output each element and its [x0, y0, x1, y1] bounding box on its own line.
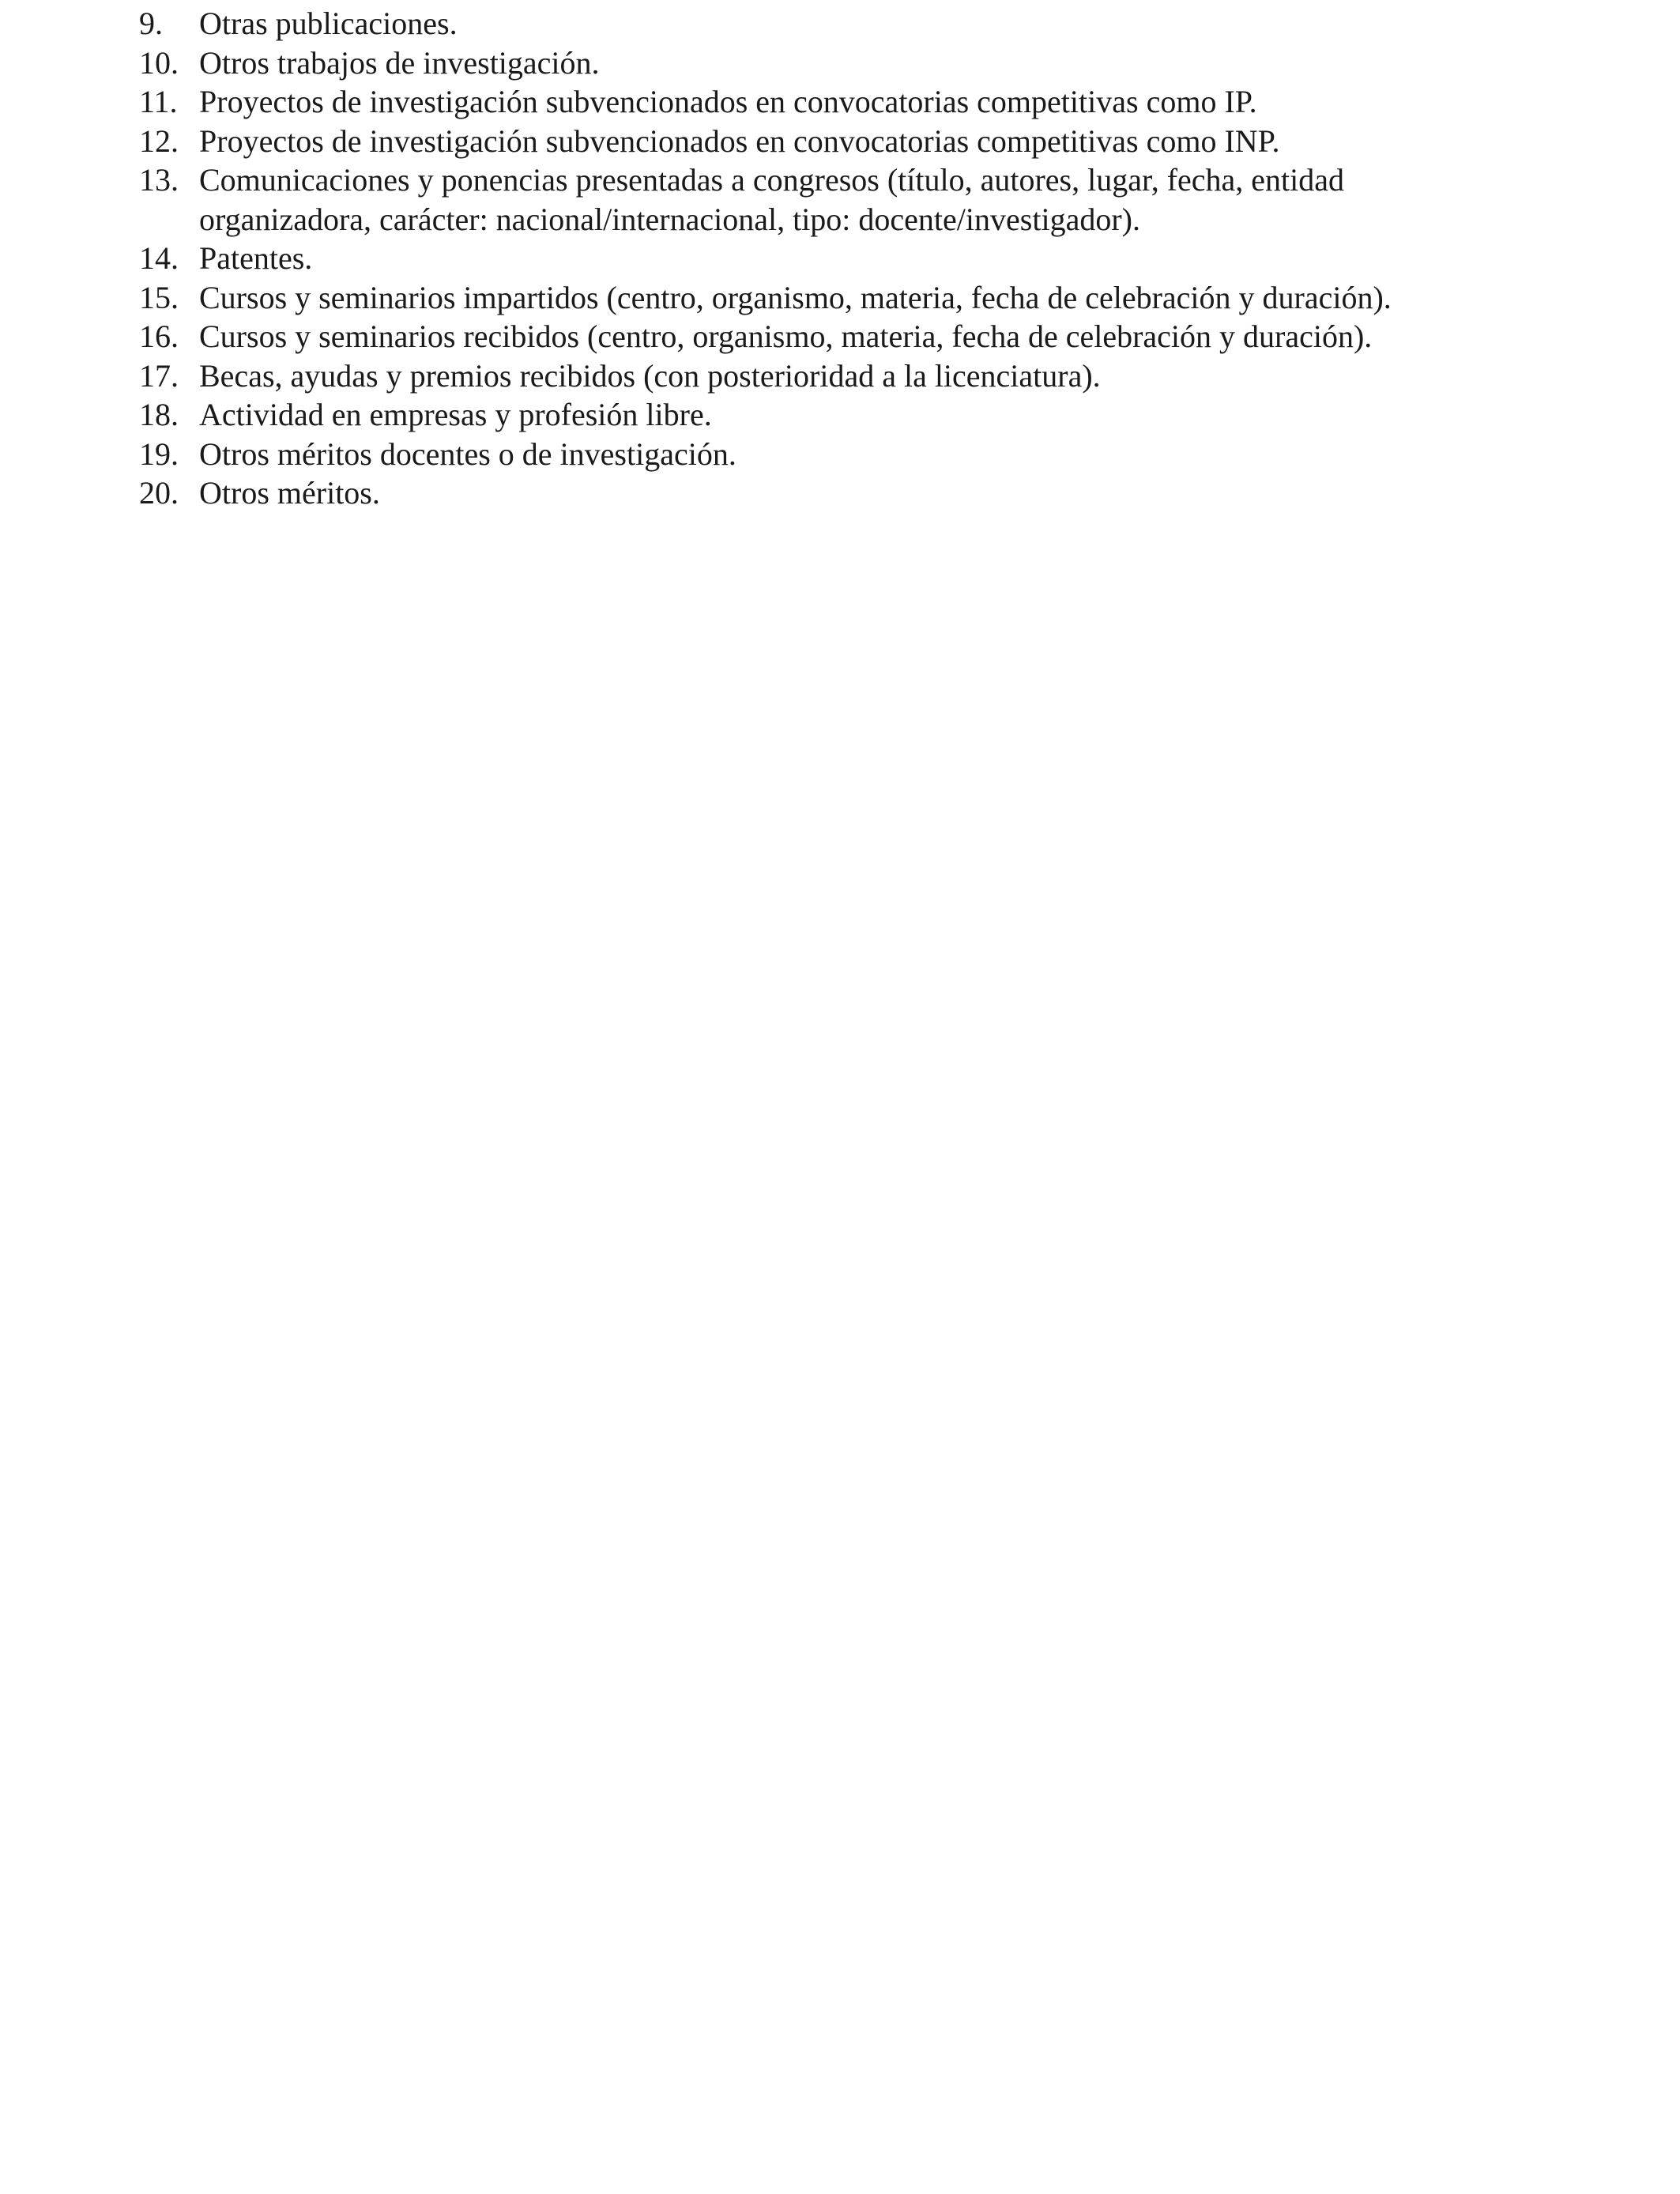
item-number: 9. — [139, 6, 163, 41]
item-text-line: Proyectos de investigación subvencionados en convocatorias competitivas como INP. — [199, 123, 1280, 159]
item-text — [199, 43, 1633, 83]
list-item — [139, 435, 1633, 474]
item-text — [199, 473, 1633, 513]
list-item — [139, 317, 1633, 356]
item-text — [199, 356, 1633, 396]
item-text — [199, 317, 1633, 356]
item-text — [199, 278, 1633, 318]
item-text-line: Cursos y seminarios impartidos (centro, organismo, materia, fecha de celebración y duración). — [199, 279, 1392, 315]
item-text-line: Patentes. — [199, 240, 313, 276]
item-number: 20. — [139, 475, 179, 511]
list-item — [139, 278, 1633, 318]
item-text-line: Comunicaciones y ponencias presentadas a congresos (título, autores, lugar, fecha, entidad — [199, 162, 1345, 198]
item-number: 11. — [139, 84, 178, 119]
item-text-line: Actividad en empresas y profesión libre. — [199, 397, 712, 432]
item-text-line: Cursos y seminarios recibidos (centro, organismo, materia, fecha de celebración y duración). — [199, 319, 1373, 354]
list-item — [139, 395, 1633, 435]
list-item — [139, 473, 1633, 513]
item-text — [199, 239, 1633, 278]
item-text-line: Otros trabajos de investigación. — [199, 44, 600, 81]
item-text — [199, 4, 1633, 43]
item-text — [199, 435, 1633, 474]
item-text — [199, 160, 1633, 239]
list-item — [139, 122, 1633, 161]
item-number: 14. — [139, 240, 179, 276]
item-text — [199, 82, 1633, 122]
item-text-line: Otros méritos. — [199, 475, 380, 511]
item-number: 13. — [139, 162, 179, 198]
list-item — [139, 160, 1633, 239]
item-text-line: Proyectos de investigación subvencionados en convocatorias competitivas como IP. — [199, 84, 1257, 119]
item-text-line: Otros méritos docentes o de investigación. — [199, 435, 736, 472]
item-number: 12. — [139, 123, 179, 159]
list-item — [139, 356, 1633, 396]
item-text — [199, 395, 1633, 435]
item-number: 15. — [139, 279, 179, 315]
list-item — [139, 4, 1633, 43]
list-item — [139, 43, 1633, 83]
item-text-line: Becas, ayudas y premios recibidos (con posterioridad a la licenciatura). — [199, 357, 1101, 394]
numbered-list — [139, 4, 1633, 513]
item-text-line: Otras publicaciones. — [199, 6, 458, 41]
item-number: 18. — [139, 397, 179, 432]
item-number: 17. — [139, 357, 179, 394]
item-number: 16. — [139, 319, 179, 354]
list-item — [139, 82, 1633, 122]
item-number: 19. — [139, 435, 179, 472]
item-number: 10. — [139, 44, 179, 81]
item-text — [199, 122, 1633, 161]
item-text-line: organizadora, carácter: nacional/internacional, tipo: docente/investigador). — [199, 201, 1140, 237]
list-item — [139, 239, 1633, 278]
